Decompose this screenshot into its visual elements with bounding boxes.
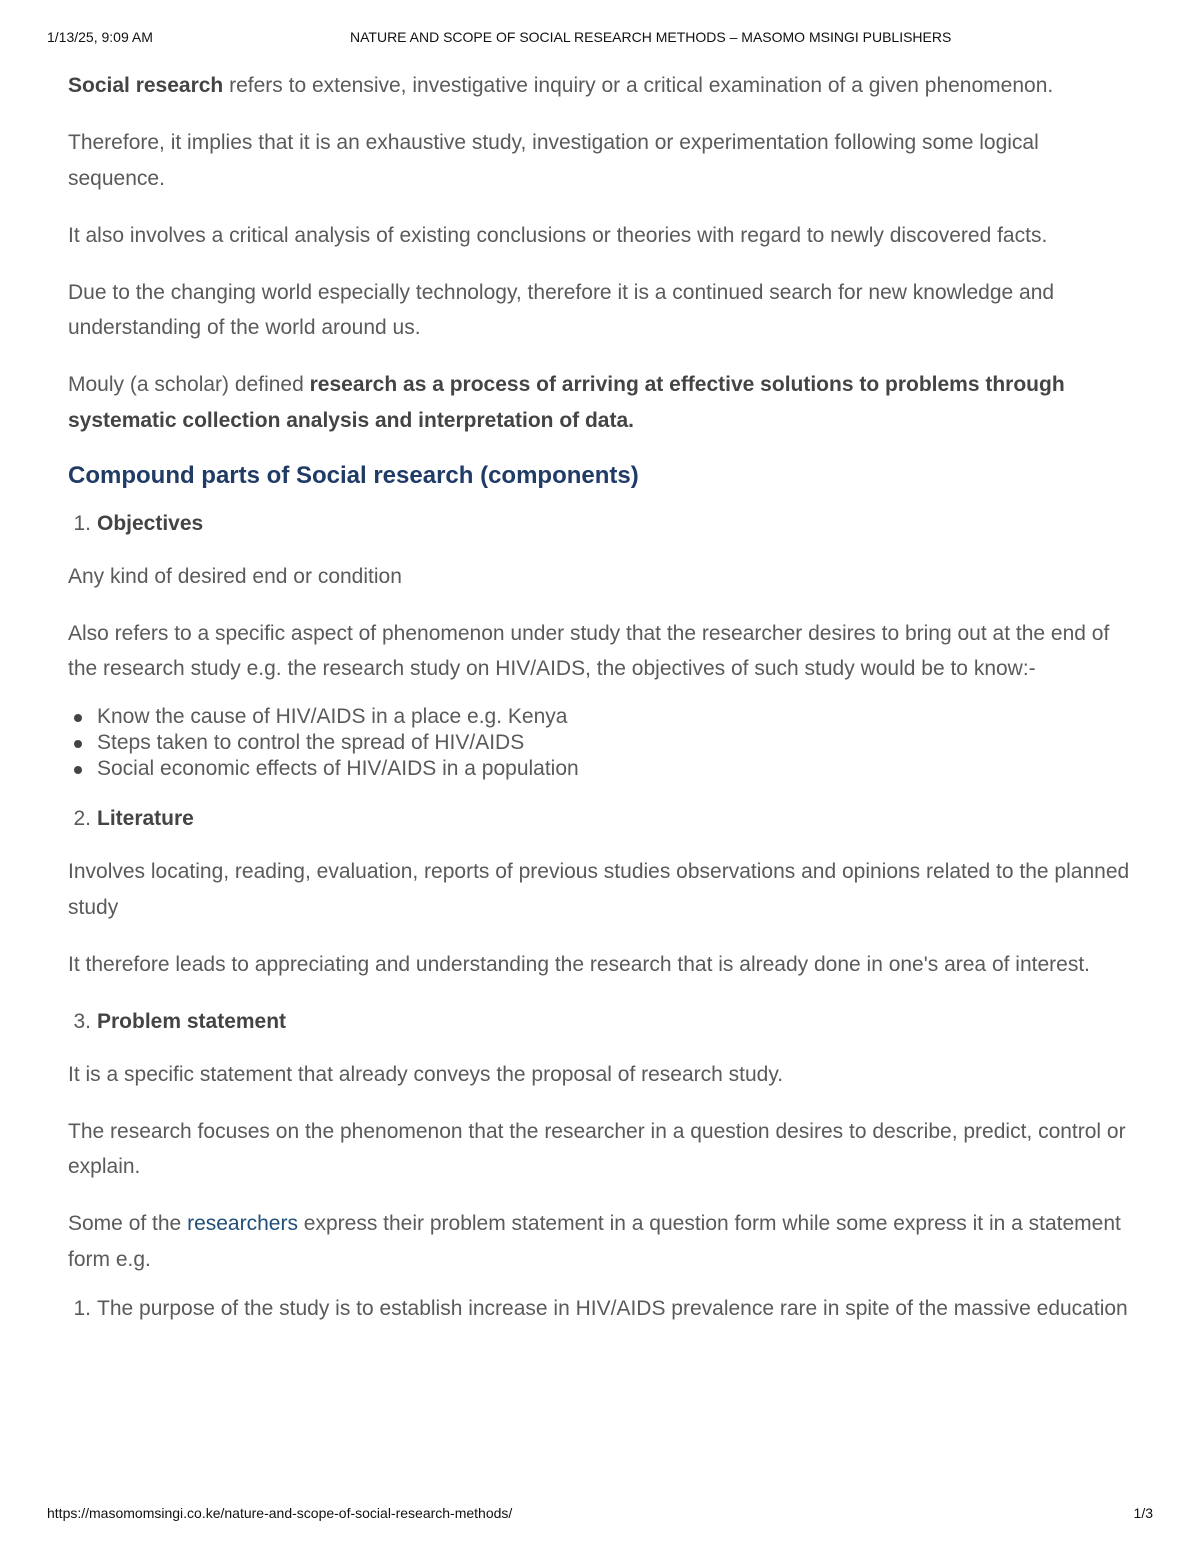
objectives-bullet-list [68,704,1133,782]
component-problem-heading: 3. Problem statement [73,1009,287,1033]
page-number: 1/3 [1133,1505,1153,1521]
bullet-icon [74,740,82,748]
article-content [68,68,1133,1322]
list-item: Know the cause of HIV/AIDS in a place e.g. Kenya [68,704,1133,730]
literature-paragraph-2: It therefore leads to appreciating and understanding the research that is already done in one's area of interest. [68,952,1090,976]
section-heading: Compound parts of Social research (components) [68,461,639,489]
objectives-paragraph-1: Any kind of desired end or condition [68,564,402,588]
intro-paragraph-4: Due to the changing world especially technology, therefore it is a continued search for new knowledge and understanding of the world around us. [68,280,1055,339]
print-title: NATURE AND SCOPE OF SOCIAL RESEARCH METHODS – MASOMO MSINGI PUBLISHERS [350,29,952,45]
intro-paragraph-2: Therefore, it implies that it is an exhaustive study, investigation or experimentation following some logical sequence. [68,131,1039,190]
problem-paragraph-1: It is a specific statement that already conveys the proposal of research study. [68,1062,784,1086]
objectives-paragraph-2: Also refers to a specific aspect of phenomenon under study that the researcher desires to bring out at the end of the research study e.g. the research study on HIV/AIDS, the objectives of such study would be to know:- [68,621,1110,680]
print-header [47,29,1153,49]
problem-paragraph-2: The research focuses on the phenomenon that the researcher in a question desires to describe, predict, control or explain. [68,1119,1126,1178]
component-literature-heading: 2. Literature [73,807,194,830]
term-social-research: Social research [68,74,224,97]
list-item: Steps taken to control the spread of HIV/AIDS [68,730,1133,756]
bullet-icon [74,766,82,774]
print-footer [47,1505,1153,1525]
problem-examples-list [68,1295,1133,1322]
page-url: https://masomomsingi.co.ke/nature-and-scope-of-social-research-methods/ [47,1505,513,1521]
component-objectives-heading: 1. Objectives [73,511,204,535]
researchers-link[interactable]: researchers [187,1212,298,1235]
literature-paragraph-1: Involves locating, reading, evaluation, reports of previous studies observations and opinions related to the planned study [68,860,1130,919]
list-item: Social economic effects of HIV/AIDS in a population [68,756,1133,782]
bullet-icon [74,714,82,722]
intro-paragraph-1: Social research refers to extensive, investigative inquiry or a critical examination of a given phenomenon. [68,74,1054,97]
problem-paragraph-3: Some of the researchers express their problem statement in a question form while some express it in a statement form e.g. [68,1212,1121,1271]
research-definition: research as a process of arriving at effective solutions to problems through systematic collection analysis and interpretation of data. [68,373,1065,432]
list-item: 1. The purpose of the study is to establish increase in HIV/AIDS prevalence rare in spite of the massive education [73,1296,1128,1320]
print-date: 1/13/25, 9:09 AM [47,29,153,45]
intro-paragraph-5: Mouly (a scholar) defined research as a process of arriving at effective solutions to problems through systematic collection analysis and interpretation of data. [68,373,1065,432]
intro-paragraph-3: It also involves a critical analysis of existing conclusions or theories with regard to newly discovered facts. [68,223,1048,247]
